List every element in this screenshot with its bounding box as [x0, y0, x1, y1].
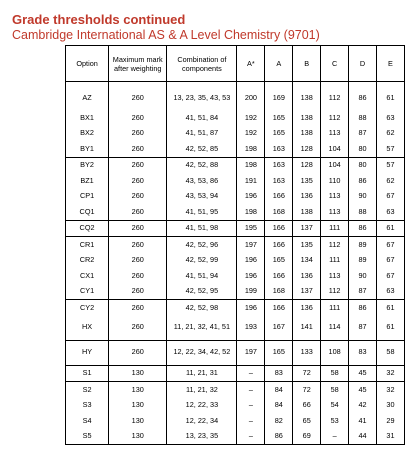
table-cell: 191	[237, 173, 265, 189]
table-cell: 53	[321, 413, 349, 429]
table-cell: 63	[376, 284, 404, 300]
table-cell: 87	[349, 126, 377, 142]
table-row	[66, 157, 405, 173]
table-cell: S4	[66, 413, 109, 429]
table-cell: 110	[321, 173, 349, 189]
table-cell: CY1	[66, 284, 109, 300]
table-cell: 104	[321, 141, 349, 157]
table-row	[66, 413, 405, 429]
table-cell: –	[237, 382, 265, 398]
table-cell: 114	[321, 316, 349, 341]
table-cell: 41, 51, 95	[167, 204, 237, 220]
table-cell: 198	[237, 204, 265, 220]
table-cell: HY	[66, 340, 109, 365]
table-cell: 41, 51, 98	[167, 220, 237, 237]
table-row	[66, 110, 405, 126]
table-cell: 82	[265, 413, 293, 429]
table-cell: 196	[237, 268, 265, 284]
table-cell: 45	[349, 365, 377, 382]
table-cell: AZ	[66, 82, 109, 111]
table-cell: 198	[237, 157, 265, 173]
table-cell: 260	[109, 237, 167, 253]
table-row	[66, 82, 405, 111]
table-cell: 90	[349, 268, 377, 284]
table-cell: 168	[265, 204, 293, 220]
table-cell: CY2	[66, 300, 109, 316]
table-cell: 11, 21, 31	[167, 365, 237, 382]
table-cell: –	[237, 413, 265, 429]
table-row	[66, 382, 405, 398]
table-cell: 42, 52, 98	[167, 300, 237, 316]
table-cell: BX1	[66, 110, 109, 126]
table-cell: 163	[265, 141, 293, 157]
table-cell: 166	[265, 268, 293, 284]
table-cell: 163	[265, 173, 293, 189]
table-cell: 42, 52, 85	[167, 141, 237, 157]
table-cell: 135	[293, 173, 321, 189]
table-body	[66, 82, 405, 445]
table-cell: 88	[349, 110, 377, 126]
table-cell: –	[321, 429, 349, 445]
table-cell: 195	[237, 220, 265, 237]
table-cell: 128	[293, 141, 321, 157]
table-cell: 134	[293, 253, 321, 269]
table-cell: CR2	[66, 253, 109, 269]
table-cell: 260	[109, 82, 167, 111]
table-cell: 200	[237, 82, 265, 111]
table-cell: 137	[293, 284, 321, 300]
table-cell: 193	[237, 316, 265, 341]
table-row	[66, 268, 405, 284]
table-cell: 112	[321, 284, 349, 300]
table-cell: BZ1	[66, 173, 109, 189]
table-cell: 260	[109, 220, 167, 237]
column-header: E	[376, 46, 404, 82]
table-row	[66, 300, 405, 316]
table-row	[66, 253, 405, 269]
page-title: Grade thresholds continued	[12, 12, 186, 27]
table-cell: 89	[349, 237, 377, 253]
table-cell: 130	[109, 429, 167, 445]
table-cell: 86	[349, 300, 377, 316]
table-cell: 67	[376, 253, 404, 269]
column-header: A	[265, 46, 293, 82]
table-cell: 86	[349, 82, 377, 111]
table-cell: 84	[265, 398, 293, 414]
table-cell: 42, 52, 88	[167, 157, 237, 173]
table-cell: 57	[376, 141, 404, 157]
table-cell: 138	[293, 110, 321, 126]
table-cell: 42, 52, 99	[167, 253, 237, 269]
table-cell: 61	[376, 300, 404, 316]
table-row	[66, 284, 405, 300]
table-row	[66, 189, 405, 205]
table-cell: 11, 21, 32, 41, 51	[167, 316, 237, 341]
table-cell: 43, 53, 94	[167, 189, 237, 205]
table-cell: 86	[349, 220, 377, 237]
table-cell: 136	[293, 268, 321, 284]
table-row	[66, 204, 405, 220]
table-cell: CQ1	[66, 204, 109, 220]
table-cell: 130	[109, 413, 167, 429]
table-cell: 72	[293, 382, 321, 398]
table-cell: 111	[321, 253, 349, 269]
table-cell: 166	[265, 300, 293, 316]
table-cell: 58	[321, 382, 349, 398]
table-cell: 260	[109, 173, 167, 189]
table-cell: 111	[321, 220, 349, 237]
table-cell: 130	[109, 365, 167, 382]
column-header: C	[321, 46, 349, 82]
table-cell: 42, 52, 95	[167, 284, 237, 300]
table-cell: 168	[265, 284, 293, 300]
table-cell: 86	[349, 173, 377, 189]
table-cell: CP1	[66, 189, 109, 205]
table-cell: 54	[321, 398, 349, 414]
table-cell: 61	[376, 82, 404, 111]
table-cell: 58	[321, 365, 349, 382]
table-cell: 61	[376, 220, 404, 237]
table-cell: 260	[109, 204, 167, 220]
table-cell: 57	[376, 157, 404, 173]
table-cell: –	[237, 398, 265, 414]
table-cell: 166	[265, 237, 293, 253]
table-cell: BX2	[66, 126, 109, 142]
table-cell: 62	[376, 126, 404, 142]
table-cell: 41, 51, 94	[167, 268, 237, 284]
table-cell: 32	[376, 382, 404, 398]
table-cell: BY2	[66, 157, 109, 173]
table-row	[66, 365, 405, 382]
table-cell: 113	[321, 189, 349, 205]
table-cell: 41, 51, 87	[167, 126, 237, 142]
table-cell: 166	[265, 189, 293, 205]
table-cell: 111	[321, 300, 349, 316]
table-cell: 260	[109, 316, 167, 341]
table-cell: 196	[237, 253, 265, 269]
table-cell: 260	[109, 141, 167, 157]
table-cell: 72	[293, 365, 321, 382]
table-cell: –	[237, 365, 265, 382]
table-cell: 113	[321, 268, 349, 284]
table-cell: 112	[321, 110, 349, 126]
table-cell: HX	[66, 316, 109, 341]
table-cell: 80	[349, 141, 377, 157]
table-cell: 29	[376, 413, 404, 429]
table-cell: 260	[109, 110, 167, 126]
table-cell: 197	[237, 340, 265, 365]
table-cell: 165	[265, 253, 293, 269]
column-header: Maximum mark after weighting	[109, 46, 167, 82]
table-cell: 45	[349, 382, 377, 398]
table-cell: 58	[376, 340, 404, 365]
table-cell: 62	[376, 173, 404, 189]
table-cell: 167	[265, 316, 293, 341]
table-cell: 138	[293, 204, 321, 220]
table-cell: 87	[349, 284, 377, 300]
table-cell: 130	[109, 382, 167, 398]
table-cell: 11, 21, 32	[167, 382, 237, 398]
table-cell: 63	[376, 110, 404, 126]
table-cell: 136	[293, 189, 321, 205]
table-cell: 13, 23, 35	[167, 429, 237, 445]
table-row	[66, 126, 405, 142]
table-cell: 67	[376, 268, 404, 284]
table-cell: 84	[265, 382, 293, 398]
table-cell: 108	[321, 340, 349, 365]
table-header-row	[66, 46, 405, 82]
table-cell: 138	[293, 126, 321, 142]
column-header: D	[349, 46, 377, 82]
column-header: A*	[237, 46, 265, 82]
table-cell: 12, 22, 34, 42, 52	[167, 340, 237, 365]
table-cell: 42	[349, 398, 377, 414]
table-cell: 83	[349, 340, 377, 365]
table-cell: 87	[349, 316, 377, 341]
table-cell: 30	[376, 398, 404, 414]
table-cell: 65	[293, 413, 321, 429]
table-cell: 169	[265, 82, 293, 111]
table-cell: 80	[349, 157, 377, 173]
table-cell: CR1	[66, 237, 109, 253]
table-cell: 260	[109, 189, 167, 205]
table-cell: 137	[293, 220, 321, 237]
table-row	[66, 173, 405, 189]
table-cell: S5	[66, 429, 109, 445]
table-cell: 67	[376, 189, 404, 205]
table-cell: 163	[265, 157, 293, 173]
table-cell: 133	[293, 340, 321, 365]
table-row	[66, 429, 405, 445]
table-row	[66, 220, 405, 237]
table-cell: 192	[237, 126, 265, 142]
table-cell: 89	[349, 253, 377, 269]
table-row	[66, 141, 405, 157]
table-cell: 43, 53, 86	[167, 173, 237, 189]
table-cell: 196	[237, 300, 265, 316]
table-cell: BY1	[66, 141, 109, 157]
table-cell: 32	[376, 365, 404, 382]
table-cell: 165	[265, 340, 293, 365]
table-cell: 196	[237, 189, 265, 205]
table-cell: 104	[321, 157, 349, 173]
table-cell: S2	[66, 382, 109, 398]
table-cell: 67	[376, 237, 404, 253]
table-cell: CX1	[66, 268, 109, 284]
table-cell: 141	[293, 316, 321, 341]
table-cell: 260	[109, 300, 167, 316]
table-cell: 166	[265, 220, 293, 237]
table-cell: 260	[109, 253, 167, 269]
table-cell: 192	[237, 110, 265, 126]
table-cell: 83	[265, 365, 293, 382]
table-cell: –	[237, 429, 265, 445]
table-cell: 112	[321, 237, 349, 253]
grade-thresholds-table	[65, 45, 405, 445]
table-cell: 197	[237, 237, 265, 253]
table-row	[66, 398, 405, 414]
table-cell: 112	[321, 82, 349, 111]
table-cell: 12, 22, 33	[167, 398, 237, 414]
column-header: Option	[66, 46, 109, 82]
table-cell: 260	[109, 340, 167, 365]
table-cell: 13, 23, 35, 43, 53	[167, 82, 237, 111]
table-cell: 69	[293, 429, 321, 445]
table-cell: 260	[109, 284, 167, 300]
table-cell: 165	[265, 126, 293, 142]
table-cell: 41, 51, 84	[167, 110, 237, 126]
table-cell: 136	[293, 300, 321, 316]
table-cell: 199	[237, 284, 265, 300]
column-header: Combination of components	[167, 46, 237, 82]
table-row	[66, 316, 405, 341]
table-cell: 130	[109, 398, 167, 414]
table-cell: 138	[293, 82, 321, 111]
table-cell: 165	[265, 110, 293, 126]
table-cell: 113	[321, 204, 349, 220]
table-cell: 63	[376, 204, 404, 220]
page-subtitle: Cambridge International AS & A Level Chemistry (9701)	[12, 28, 320, 42]
table-cell: 88	[349, 204, 377, 220]
table-cell: 260	[109, 157, 167, 173]
table-cell: CQ2	[66, 220, 109, 237]
table-cell: 260	[109, 268, 167, 284]
table-cell: 41	[349, 413, 377, 429]
table-row	[66, 340, 405, 365]
column-header: B	[293, 46, 321, 82]
table-cell: 128	[293, 157, 321, 173]
table-cell: 31	[376, 429, 404, 445]
table-cell: 61	[376, 316, 404, 341]
table-cell: S3	[66, 398, 109, 414]
table-cell: 198	[237, 141, 265, 157]
table-row	[66, 237, 405, 253]
table-cell: 135	[293, 237, 321, 253]
table-cell: 66	[293, 398, 321, 414]
table-cell: S1	[66, 365, 109, 382]
table-cell: 42, 52, 96	[167, 237, 237, 253]
table-cell: 113	[321, 126, 349, 142]
table-cell: 44	[349, 429, 377, 445]
table-cell: 12, 22, 34	[167, 413, 237, 429]
table-cell: 260	[109, 126, 167, 142]
table-cell: 86	[265, 429, 293, 445]
table-cell: 90	[349, 189, 377, 205]
